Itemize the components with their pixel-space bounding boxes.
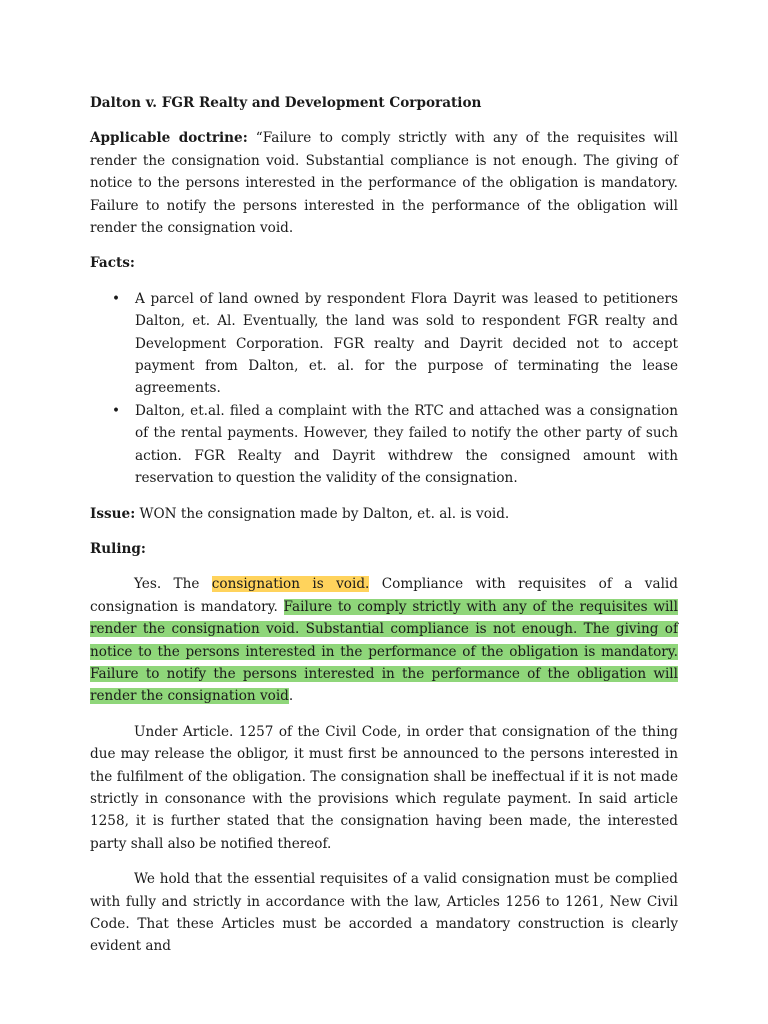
- fact-text: A parcel of land owned by respondent Flora Dayrit was leased to petitioners Dalton, et. Al. Eventually, the land was sold to respondent FGR realty and Development Corporation. FGR realty and Dayrit decided not to accept payment from Dalton, et. al. for the purpose of terminating the lease agreements.: [135, 290, 678, 397]
- applicable-doctrine: [90, 127, 678, 239]
- bullet-icon: •: [112, 402, 121, 419]
- facts-label: Facts:: [90, 255, 135, 272]
- ruling-mid: Compliance with requisites of a valid consignation is mandatory.: [90, 576, 678, 615]
- issue: [90, 503, 678, 525]
- issue-label: Issue:: [90, 505, 136, 522]
- doctrine-label: Applicable doctrine:: [90, 130, 248, 147]
- bullet-icon: •: [112, 290, 121, 307]
- ruling-end: .: [288, 688, 294, 705]
- list-item: [112, 288, 678, 400]
- ruling-paragraph-3: We hold that the essential requisites of a valid consignation must be complied with fully and strictly in accordance with the law, Articles 1256 to 1261, New Civil Code. That these Articles must be accorded a mandatory construction is clearly evident and: [90, 871, 678, 955]
- ruling-lead: Yes. The: [134, 576, 212, 593]
- facts-list: [90, 288, 678, 490]
- highlight-green: Failure to comply strictly with any of the requisites will render the consignation void. Substantial compliance is not enough. The giving of notice to the persons interested in the performance of the obligation is mandatory. Failure to notify the persons interested in the performance of the obligation will render the consignation void: [90, 598, 678, 705]
- issue-text: WON the consignation made by Dalton, et. al. is void.: [135, 505, 510, 522]
- case-title: Dalton v. FGR Realty and Development Corporation: [90, 95, 482, 111]
- fact-text: Dalton, et.al. filed a complaint with the RTC and attached was a consignation of the rental payments. However, they failed to notify the other party of such action. FGR Realty and Dayrit withdrew the consigned amount with reservation to question the validity of the consignation.: [135, 402, 678, 487]
- ruling-label: Ruling:: [90, 540, 146, 557]
- list-item: [112, 400, 678, 490]
- ruling-paragraph-2: Under Article. 1257 of the Civil Code, in order that consignation of the thing due may release the obligor, it must first be announced to the persons interested in the fulfilment of the obligation. The consignation shall be ineffectual if it is not made strictly in consonance with the provisions which regulate payment. In said article 1258, it is further stated that the consignation having been made, the interested party shall also be notified thereof.: [90, 723, 678, 852]
- doctrine-text: “Failure to comply strictly with any of the requisites will render the consignation void. Substantial compliance is not enough. The giving of notice to the persons interested in the performance of the obligation is mandatory. Failure to notify the persons interested in the performance of the obligation will render the consignation void.: [90, 130, 678, 237]
- ruling-paragraph-1: [90, 573, 678, 707]
- highlight-yellow: consignation is void.: [211, 576, 370, 593]
